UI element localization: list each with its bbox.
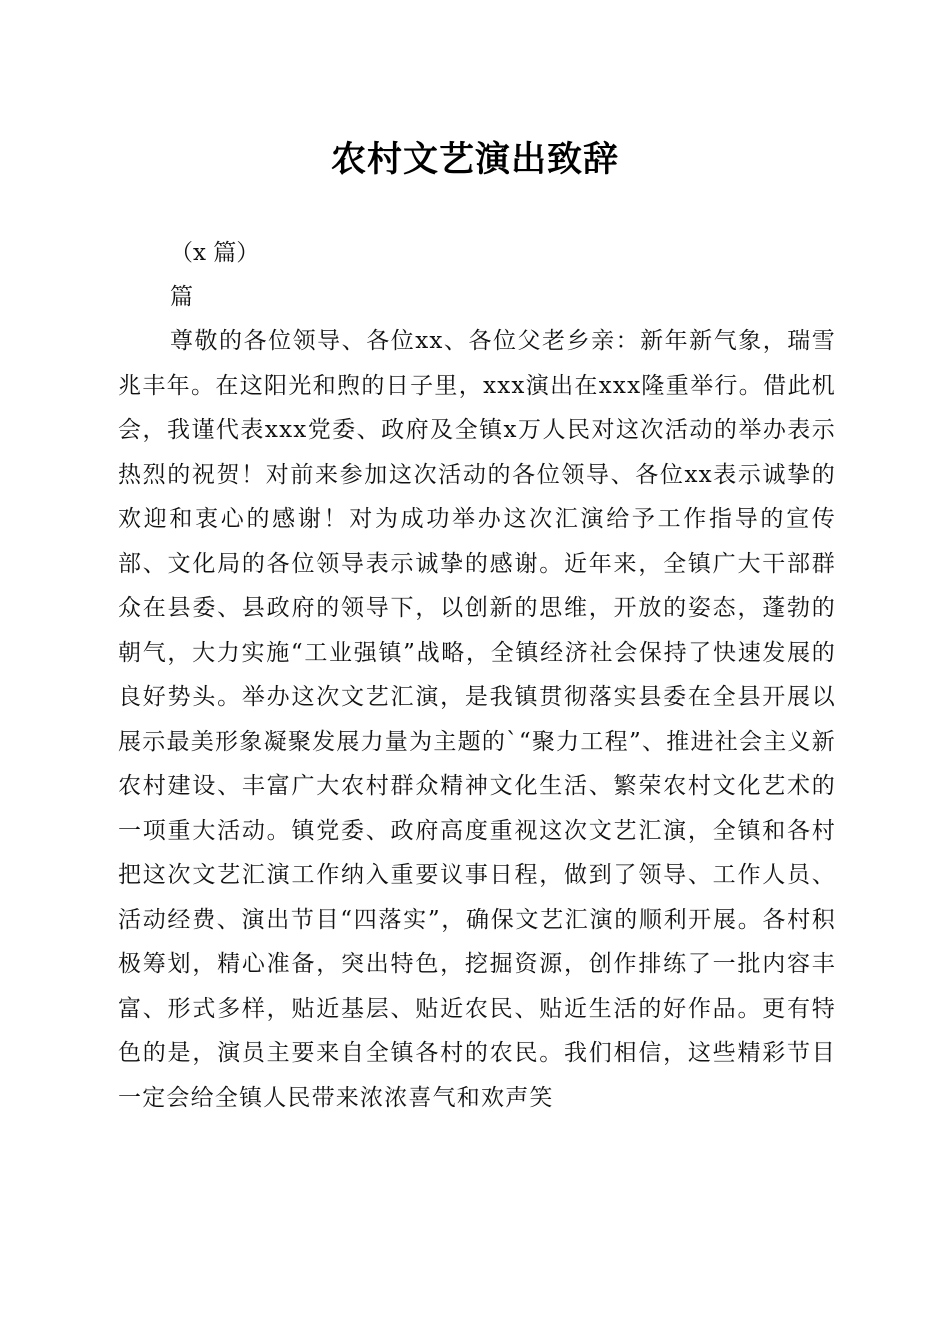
- document-subtitle: （x 篇）: [170, 240, 260, 266]
- body-paragraph: 尊敬的各位领导、各位xx、各位父老乡亲：新年新气象，瑞雪兆丰年。在这阳光和煦的日子里，xxx演出在xxx隆重举行。借此机会，我谨代表xxx党委、政府及全镇x万人民对这次活动的举办表示热烈的祝贺！对前来参加这次活动的各位领导、各位xx表示诚挚的欢迎和衷心的感谢！对为成功举办这次汇演给予工作指导的宣传部、文化局的各位领导表示诚挚的感谢。近年来，全镇广大干部群众在县委、县政府的领导下，以创新的思维，开放的姿态，蓬勃的朝气，大力实施“工业强镇”战略，全镇经济社会保持了快速发展的良好势头。举办这次文艺汇演，是我镇贯彻落实县委在全县开展以展示最美形象凝聚发展力量为主题的`“聚力工程”、推进社会主义新农村建设、丰富广大农村群众精神文化生活、繁荣农村文化艺术的一项重大活动。镇党委、政府高度重视这次文艺汇演，全镇和各村把这次文艺汇演工作纳入重要议事日程，做到了领导、工作人员、活动经费、演出节目“四落实”，确保文艺汇演的顺利开展。各村积极筹划，精心准备，突出特色，挖掘资源，创作排练了一批内容丰富、形式多样，贴近基层、贴近农民、贴近生活的好作品。更有特色的是，演员主要来自全镇各村的农民。我们相信，这些精彩节目一定会给全镇人民带来浓浓喜气和欢声笑: [118, 328, 836, 1111]
- section-label: 篇: [170, 284, 193, 310]
- document-title: 农村文艺演出致辞: [330, 139, 619, 180]
- body-paragraph-container: [118, 319, 836, 1120]
